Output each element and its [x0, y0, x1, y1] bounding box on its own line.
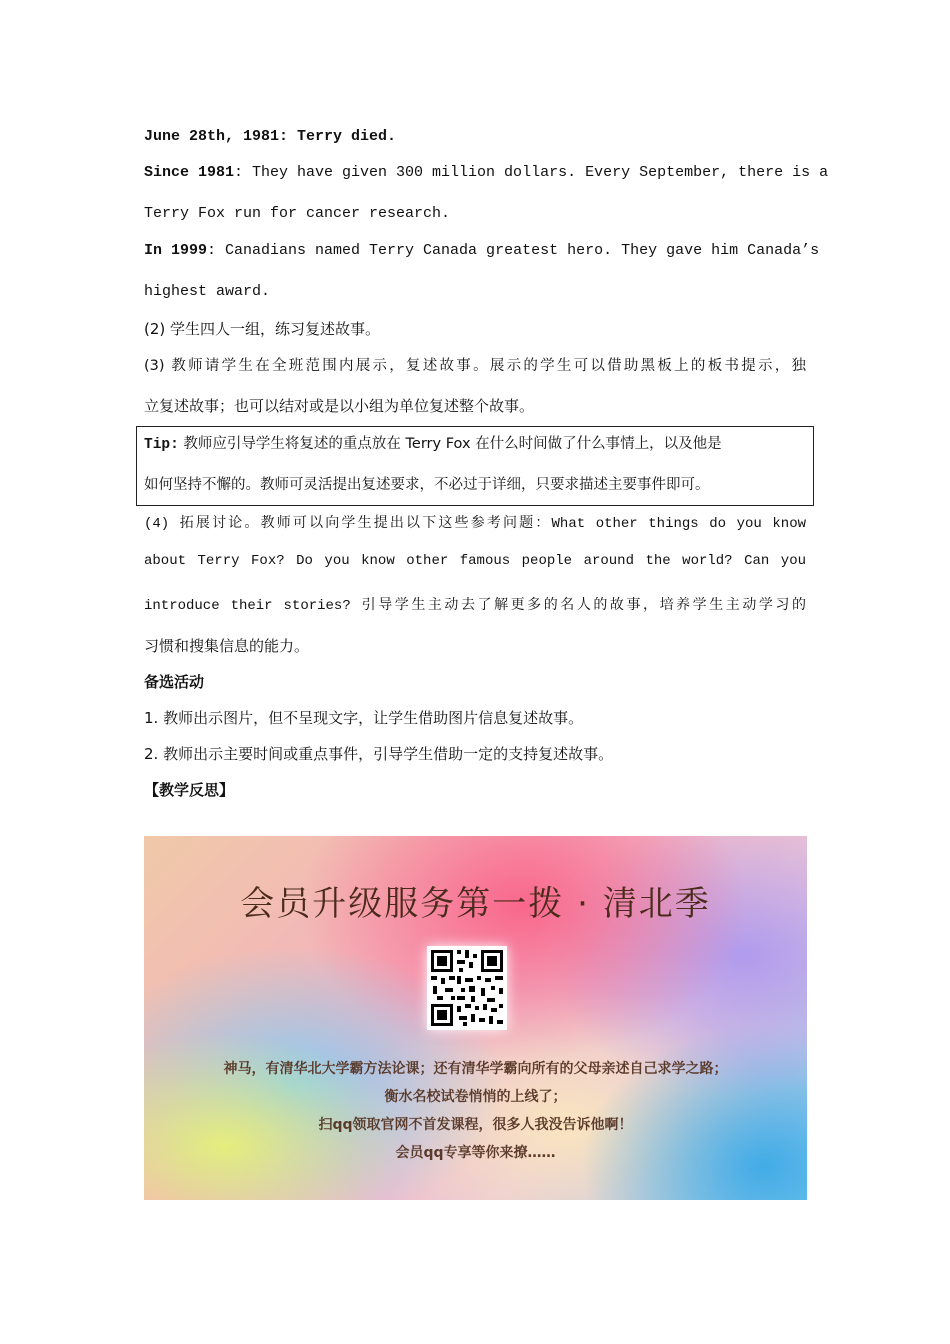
banner-title: 会员升级服务第一拨 · 清北季 [240, 884, 711, 924]
tip-line-2: 如何坚持不懈的。教师可灵活提出复述要求，不必过于详细，只要求描述主要事件即可。 [144, 477, 710, 493]
tip-text: 教师应引导学生将复述的重点放在 Terry Fox 在什么时间做了什么事情上，以及他是 [178, 436, 722, 452]
timeline-text: : They have given 300 million dollars. Every September, there is a [234, 164, 829, 181]
step-3-cont: 立复述故事；也可以结对或是以小组为单位复述整个故事。 [144, 397, 535, 415]
optional-activities-heading: 备选活动 [144, 673, 205, 691]
tip-line-1 [144, 432, 806, 453]
banner-line-1: 神马，有清华北大学霸方法论课；还有清华学霸向所有的父母亲述自己求学之路； [223, 1061, 728, 1077]
timeline-1981-june [144, 128, 806, 145]
timeline-date: Since 1981 [144, 164, 235, 181]
promo-banner[interactable] [144, 836, 807, 1200]
step-3: (3) 教师请学生在全班范围内展示，复述故事。展示的学生可以借助黑板上的板书提示，独 [144, 358, 806, 374]
step-4-line-4: 习惯和搜集信息的能力。 [144, 637, 310, 655]
banner-line-4: 会员qq专享等你来撩…… [395, 1145, 556, 1161]
timeline-text-cont [144, 205, 806, 222]
step-4-line-3: introduce their stories? 引导学生主动去了解更多的名人的故事，培养学生主动学习的 [144, 598, 806, 614]
step-4-line-2: about Terry Fox? Do you know other famous people around the world? Can you [144, 553, 806, 569]
optional-item-1: 1. 教师出示图片，但不呈现文字，让学生借助图片信息复述故事。 [144, 709, 584, 727]
timeline-since-1981 [144, 164, 829, 181]
qr-code-graphic [427, 946, 507, 1030]
timeline-text: Terry Fox run for cancer research. [144, 205, 451, 222]
qr-code-icon[interactable] [427, 946, 507, 1030]
timeline-text: highest award. [144, 283, 271, 300]
banner-line-3: 扫qq领取官网不首发课程，很多人我没告诉他啊！ [318, 1117, 633, 1133]
timeline-text: June 28th, 1981: Terry died. [144, 128, 397, 145]
banner-line-2: 衡水名校试卷悄悄的上线了； [384, 1089, 567, 1105]
step-2: (2) 学生四人一组，练习复述故事。 [144, 320, 381, 338]
timeline-text-cont [144, 283, 806, 300]
step-4-line-1: (4) 拓展讨论。教师可以向学生提出以下这些参考问题：What other things do you know [144, 516, 806, 532]
optional-item-2: 2. 教师出示主要时间或重点事件，引导学生借助一定的支持复述故事。 [144, 745, 614, 763]
tip-label: Tip: [144, 437, 179, 453]
timeline-1999 [144, 242, 820, 259]
reflection-heading: 【教学反思】 [144, 781, 235, 799]
timeline-text: : Canadians named Terry Canada greatest hero. They gave him Canada’s [207, 242, 820, 259]
timeline-date: In 1999 [144, 242, 208, 259]
